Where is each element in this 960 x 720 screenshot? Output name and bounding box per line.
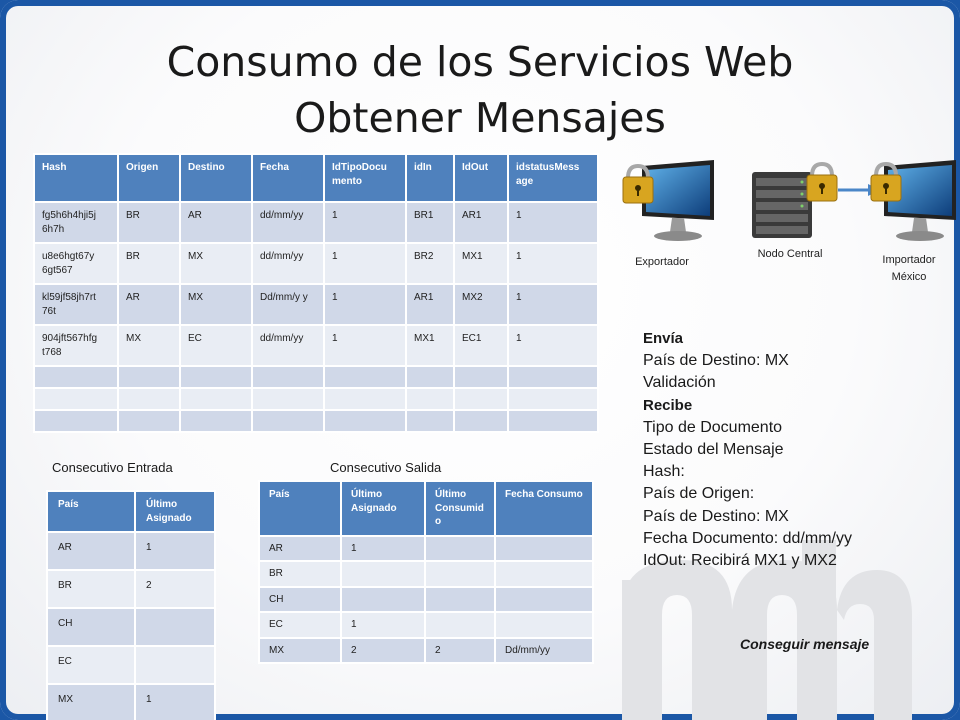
col-header-pais: País [47, 491, 135, 532]
table-cell [425, 612, 495, 638]
table-cell: kl59jf58jh7rt 76t [34, 284, 118, 325]
table-cell: MX1 [406, 325, 454, 366]
table-cell: AR [47, 532, 135, 570]
col-header-ultimo-asignado: Último Asignado [341, 481, 425, 536]
table-cell: dd/mm/yy [252, 202, 324, 243]
table-cell: 2 [425, 638, 495, 664]
table-cell: EC [47, 646, 135, 684]
col-header-ultimo-consumido: Último Consumid o [425, 481, 495, 536]
table-cell: 2 [135, 570, 215, 608]
table-row [47, 684, 215, 720]
table-cell [495, 612, 593, 638]
table-cell: BR1 [406, 202, 454, 243]
info-line: Hash: [643, 463, 685, 481]
col-header-pais: País [259, 481, 341, 536]
table-cell: AR [180, 202, 252, 243]
col-header-origen: Origen [118, 154, 180, 202]
table-row [47, 570, 215, 608]
empty-table-row [34, 410, 598, 432]
table-cell: 1 [341, 536, 425, 562]
table-cell [341, 561, 425, 587]
messages-table [33, 153, 599, 433]
table-cell [495, 536, 593, 562]
info-line: Fecha Documento: dd/mm/yy [643, 529, 852, 547]
table-cell: fg5h6h4hji5j 6h7h [34, 202, 118, 243]
table-cell: 1 [508, 202, 598, 243]
nodo-central-server-lock-icon [748, 162, 843, 247]
exportador-monitor-lock-icon [620, 158, 720, 255]
table-cell: Dd/mm/yy [495, 638, 593, 664]
col-header-fecha: Fecha [252, 154, 324, 202]
table-cell: CH [47, 608, 135, 646]
table-row [259, 638, 593, 664]
col-header-idout: IdOut [454, 154, 508, 202]
slide-title-line1: Consumo de los Servicios Web [166, 38, 794, 86]
table-cell: BR [47, 570, 135, 608]
table-cell [135, 646, 215, 684]
table-cell: 904jft567hfg t768 [34, 325, 118, 366]
table-cell [341, 587, 425, 613]
table-row [34, 243, 598, 284]
table-cell: MX [180, 243, 252, 284]
table-cell: 1 [135, 684, 215, 720]
table-cell: BR2 [406, 243, 454, 284]
table-cell: AR1 [406, 284, 454, 325]
table-cell: 1 [508, 284, 598, 325]
empty-table-row [34, 366, 598, 388]
table-row [34, 325, 598, 366]
table-cell: 1 [324, 202, 406, 243]
consecutivo-entrada-table [46, 490, 216, 720]
recibe-heading: Recibe [643, 396, 693, 414]
table-row [47, 608, 215, 646]
info-line: Validación [643, 374, 716, 392]
table-row [47, 646, 215, 684]
table-cell: MX [259, 638, 341, 664]
table-row [47, 532, 215, 570]
table-cell: 1 [135, 532, 215, 570]
table-cell: 1 [341, 612, 425, 638]
table-cell [495, 561, 593, 587]
envia-heading: Envía [643, 330, 684, 347]
table-row [259, 536, 593, 562]
table-cell: u8e6hgt67y 6gt567 [34, 243, 118, 284]
exportador-label: Exportador [635, 256, 689, 268]
table-cell: MX [118, 325, 180, 366]
table-cell: dd/mm/yy [252, 325, 324, 366]
nodo-central-label: Nodo Central [757, 248, 823, 260]
table-cell: AR1 [454, 202, 508, 243]
col-header-ultimo-asignado: Último Asignado [135, 491, 215, 532]
table-cell: MX1 [454, 243, 508, 284]
table-cell: 1 [324, 325, 406, 366]
info-line: IdOut: Recibirá MX1 y MX2 [643, 552, 837, 570]
table-row [259, 612, 593, 638]
table-cell: AR [118, 284, 180, 325]
table-cell: EC1 [454, 325, 508, 366]
col-header-destino: Destino [180, 154, 252, 202]
table-cell: dd/mm/yy [252, 243, 324, 284]
table-cell: BR [118, 202, 180, 243]
importador-label: Importador México [882, 254, 936, 284]
info-line: Tipo de Documento [643, 418, 783, 436]
table-cell: MX [180, 284, 252, 325]
table-cell: EC [259, 612, 341, 638]
col-header-idtipodocumento: IdTipoDocu mento [324, 154, 406, 202]
table-cell: CH [259, 587, 341, 613]
table-cell [425, 587, 495, 613]
table-row [34, 202, 598, 243]
col-header-hash: Hash [34, 154, 118, 202]
info-line: País de Origen: [643, 485, 755, 503]
consecutivo-entrada-caption: Consecutivo Entrada [52, 460, 173, 475]
table-cell [425, 536, 495, 562]
col-header-idin: idIn [406, 154, 454, 202]
table-cell: MX2 [454, 284, 508, 325]
table-cell: 1 [324, 243, 406, 284]
importador-monitor-lock-icon [866, 156, 960, 253]
slide-title-line2: Obtener Mensajes [294, 94, 666, 142]
col-header-fecha-consumo: Fecha Consumo [495, 481, 593, 536]
info-line: País de Destino: MX [643, 507, 789, 525]
table-row [259, 561, 593, 587]
table-cell: 1 [508, 243, 598, 284]
table-cell [425, 561, 495, 587]
table-cell: BR [118, 243, 180, 284]
table-cell: EC [180, 325, 252, 366]
info-line: País de Destino: MX [643, 352, 789, 370]
info-line: Estado del Mensaje [643, 441, 784, 459]
conseguir-mensaje-label: Conseguir mensaje [740, 636, 870, 652]
table-cell: MX [47, 684, 135, 720]
table-row [259, 587, 593, 613]
table-cell: 2 [341, 638, 425, 664]
table-cell [495, 587, 593, 613]
info-panel [643, 328, 943, 572]
empty-table-row [34, 388, 598, 410]
table-cell: 1 [324, 284, 406, 325]
col-header-idstatusmessage: idstatusMess age [508, 154, 598, 202]
table-row [34, 284, 598, 325]
table-cell: 1 [508, 325, 598, 366]
consecutivo-salida-table [258, 480, 594, 664]
table-cell [135, 608, 215, 646]
table-cell: BR [259, 561, 341, 587]
table-cell: AR [259, 536, 341, 562]
consecutivo-salida-caption: Consecutivo Salida [330, 460, 442, 475]
table-cell: Dd/mm/y y [252, 284, 324, 325]
